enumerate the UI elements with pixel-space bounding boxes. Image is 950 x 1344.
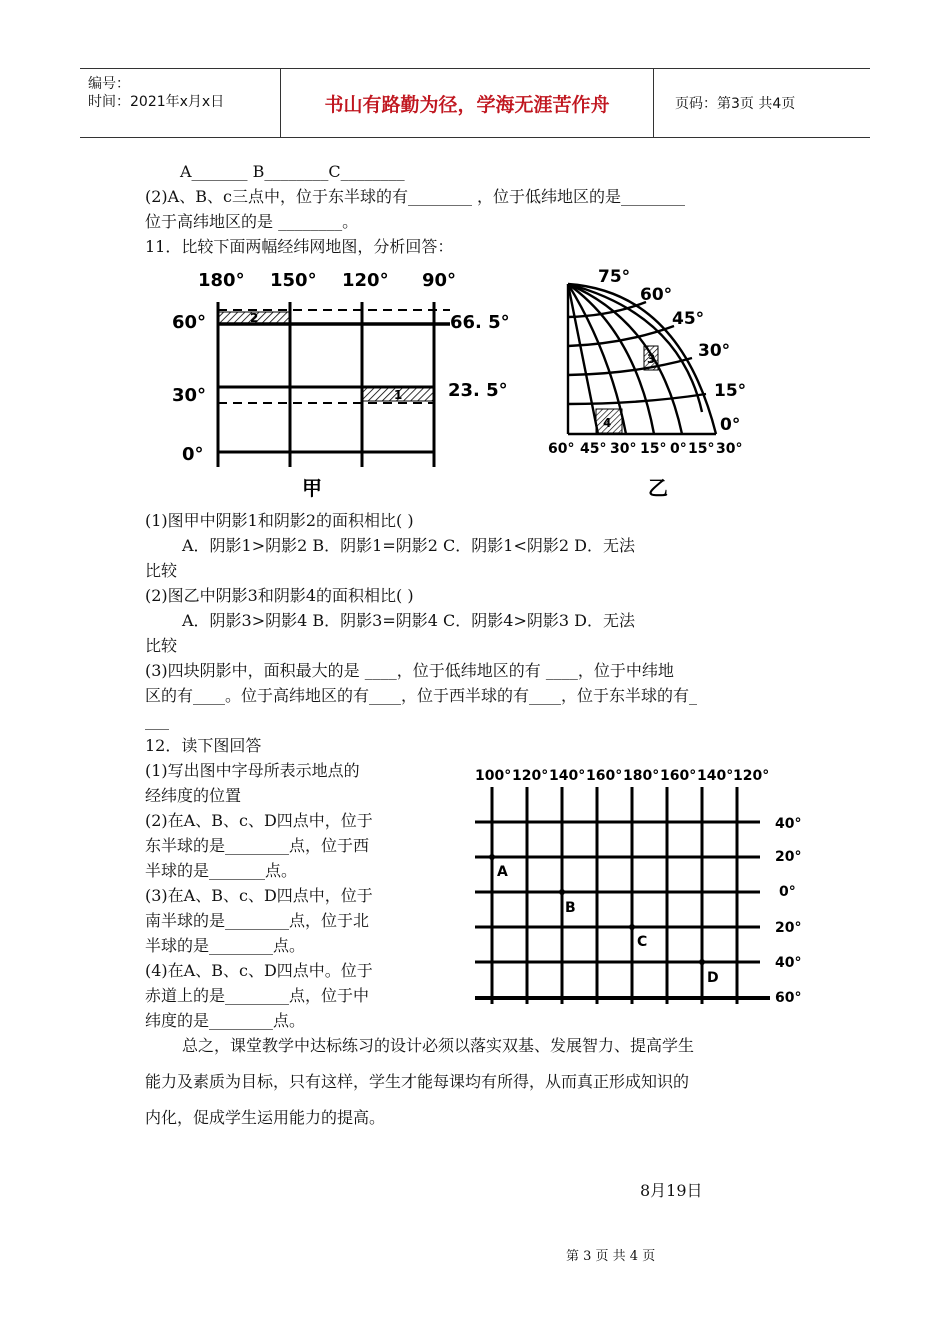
jia-lat-label: 30° (172, 385, 207, 406)
grid-point-d (699, 959, 705, 965)
grid-lon-label: 140° (549, 768, 586, 784)
yi-lat-label: 15° (714, 381, 747, 401)
q11-part2: (2)图乙中阴影3和阴影4的面积相比( ) (145, 586, 414, 605)
jia-tropic-label: 23. 5° (448, 380, 508, 401)
q11-part1-options: A．阴影1>阴影2 B．阴影1=阴影2 C．阴影1<阴影2 D．无法 (182, 536, 635, 555)
q11-part3-c: ___ (145, 711, 169, 730)
figure-yi (540, 262, 770, 502)
grid-lon-label: 160° (586, 768, 623, 784)
grid-point-a (489, 854, 495, 860)
figure-grid (465, 762, 810, 1012)
grid-point-b (559, 889, 565, 895)
grid-lon-label: 100° (475, 768, 512, 784)
yi-lat-label: 60° (640, 285, 673, 305)
yi-lat-label: 30° (698, 341, 731, 361)
q12-text: (2)在A、B、c、D四点中，位于 (145, 811, 373, 830)
summary-line-3: 内化，促成学生运用能力的提高。 (145, 1108, 386, 1127)
grid-lon-labels (475, 768, 769, 784)
yi-lon-label: 15° (688, 441, 715, 457)
grid-point-c (629, 924, 635, 930)
q11-part1: (1)图甲中阴影1和阴影2的面积相比( ) (145, 511, 414, 530)
grid-lines (475, 787, 770, 1004)
grid-lon-label: 120° (512, 768, 549, 784)
grid-point-label: C (637, 934, 648, 950)
q12-text: 半球的是_______点。 (145, 861, 298, 880)
jia-lat-label: 60° (172, 312, 207, 333)
jia-tropic-label: 66. 5° (450, 312, 510, 333)
q11-part3-b: 区的有____。位于高纬地区的有____，位于西半球的有____，位于东半球的有_ (145, 686, 698, 705)
jia-lon-label: 120° (342, 270, 389, 291)
grid-lat-label: 20° (775, 849, 802, 865)
grid-lon-label: 180° (623, 768, 660, 784)
question-11-title: 11．比较下面两幅经纬网地图，分析回答： (145, 237, 454, 256)
summary-line-1: 总之，课堂教学中达标练习的设计必须以落实双基、发展智力、提高学生 (182, 1036, 695, 1055)
page-footer: 第 3 页 共 4 页 (566, 1249, 656, 1264)
q12-text: 经纬度的位置 (145, 786, 242, 805)
q12-text: 南半球的是________点，位于北 (145, 911, 370, 930)
header-page (663, 69, 863, 137)
grid-lat-label: 60° (775, 990, 802, 1006)
grid-lon-label: 140° (697, 768, 734, 784)
yi-lon-label: 0° (670, 441, 687, 457)
yi-lat-label: 0° (720, 415, 741, 435)
grid-lat-label: 20° (775, 920, 802, 936)
jia-shade-label: 2 (250, 311, 259, 325)
question-12-title: 12．读下图回答 (145, 736, 262, 755)
q11-part2-cont: 比较 (145, 636, 178, 655)
yi-caption: 乙 (648, 476, 668, 500)
q12-text: 半球的是________点。 (145, 936, 306, 955)
jia-shade-label: 1 (394, 388, 403, 402)
q11-part1-cont: 比较 (145, 561, 178, 580)
answer-line-2: (2)A、B、c三点中，位于东半球的有________ ，位于低纬地区的是________ (145, 187, 686, 206)
q12-text: (3)在A、B、c、D四点中，位于 (145, 886, 373, 905)
q12-text: 东半球的是________点，位于西 (145, 836, 370, 855)
yi-lat-label: 45° (672, 309, 705, 329)
q11-part2-options: A．阴影3>阴影4 B．阴影3=阴影4 C．阴影4>阴影3 D．无法 (182, 611, 635, 630)
header-time: 时间：2021年x月x日 (88, 94, 225, 110)
header-code: 编号： (88, 76, 130, 92)
header-motto: 书山有路勤为径，学海无涯苦作舟 (281, 69, 654, 137)
yi-shade-label: 3 (647, 352, 656, 366)
grid-lon-label: 120° (733, 768, 770, 784)
figure-jia (160, 262, 530, 502)
q11-part3-a: (3)四块阴影中，面积最大的是 ____，位于低纬地区的有 ____，位于中纬地 (145, 661, 674, 680)
jia-lon-label: 180° (198, 270, 245, 291)
jia-caption: 甲 (302, 476, 322, 500)
yi-lon-label: 45° (580, 441, 607, 457)
q12-text: 赤道上的是________点，位于中 (145, 986, 370, 1005)
grid-point-label: B (565, 900, 576, 916)
yi-graticule (568, 284, 716, 434)
yi-lat-label: 75° (598, 267, 631, 287)
grid-lat-label: 40° (775, 816, 802, 832)
summary-line-2: 能力及素质为目标，只有这样，学生才能每课均有所得，从而真正形成知识的 (145, 1072, 690, 1091)
page-header (80, 68, 870, 138)
q12-text: (4)在A、B、c、D四点中。位于 (145, 961, 373, 980)
yi-lon-label: 30° (716, 441, 743, 457)
answer-line-3: 位于高纬地区的是 ________。 (145, 212, 359, 231)
yi-lon-label: 15° (640, 441, 667, 457)
grid-lat-label: 0° (779, 884, 796, 900)
yi-lon-label: 30° (610, 441, 637, 457)
jia-lon-label: 90° (422, 270, 457, 291)
jia-lat-label: 0° (182, 444, 204, 465)
answer-line-1: A_______ B________C________ (180, 162, 405, 181)
date: 8月19日 (640, 1181, 703, 1200)
header-meta (80, 69, 281, 137)
grid-lon-label: 160° (660, 768, 697, 784)
yi-shade-label: 4 (603, 416, 612, 430)
grid-point-label: D (707, 970, 719, 986)
header-page-label: 页码：第3页 共4页 (675, 96, 796, 112)
yi-lon-label: 60° (548, 441, 575, 457)
q12-text: 纬度的是________点。 (145, 1011, 306, 1030)
grid-lat-label: 40° (775, 955, 802, 971)
q12-text: (1)写出图中字母所表示地点的 (145, 761, 360, 780)
grid-lat-labels (775, 816, 801, 1006)
jia-lon-label: 150° (270, 270, 317, 291)
grid-point-label: A (497, 864, 508, 880)
